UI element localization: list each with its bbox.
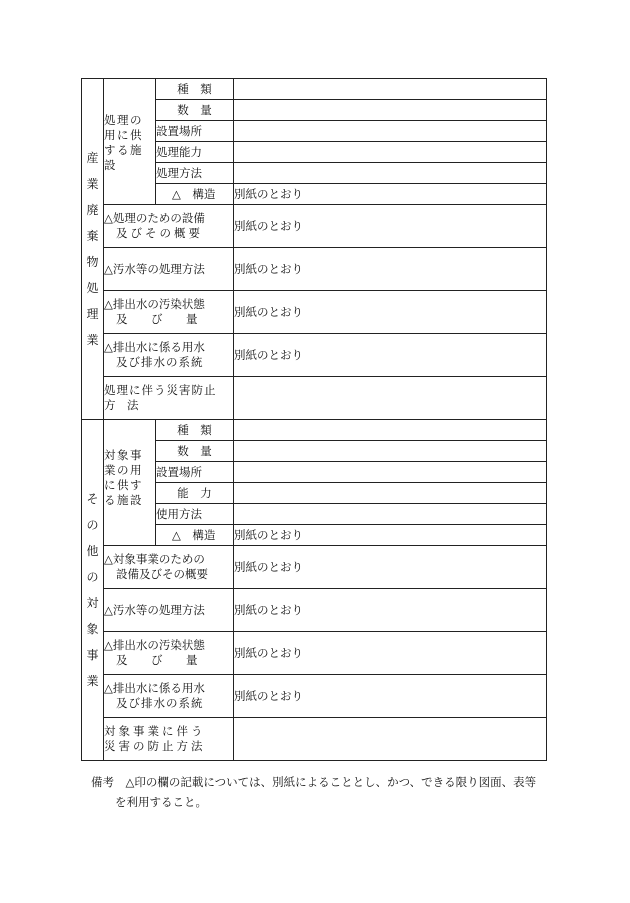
other-type-label: 種 類 [156,420,234,441]
other-sewage-method-label: △汚水等の処理方法 [104,589,234,632]
category-other-business: その他の対象事業 [82,420,104,761]
waste-type-label: 種 類 [156,79,234,100]
waste-capacity-value[interactable] [234,142,547,163]
other-usage-label: 使用方法 [156,504,234,525]
waste-sewage-method-label: △汚水等の処理方法 [104,248,234,291]
other-equipment-label: △対象事業のための 設備及びその概要 [104,546,234,589]
other-water-system-label: △排出水に係る用水 及び排水の系統 [104,675,234,718]
waste-method-value[interactable] [234,163,547,184]
waste-equipment-label: △処理のための設備 及びその概要 [104,205,234,248]
category-waste-processing: 産業廃棄物処理業 [82,79,104,420]
other-type-value[interactable] [234,420,547,441]
other-facility-label: 対象事業の用に供する施設 [104,420,156,546]
waste-type-value[interactable] [234,79,547,100]
waste-location-label: 設置場所 [156,121,234,142]
application-form-table [81,78,547,761]
waste-water-system-value: 別紙のとおり [234,334,547,377]
waste-facility-label: 処理の用に供する施設 [104,79,156,205]
other-structure-value: 別紙のとおり [234,525,547,546]
other-effluent-state-value: 別紙のとおり [234,632,547,675]
waste-quantity-value[interactable] [234,100,547,121]
other-equipment-value: 別紙のとおり [234,546,547,589]
waste-effluent-state-label: △排出水の汚染状態 及 び 量 [104,291,234,334]
waste-capacity-label: 処理能力 [156,142,234,163]
waste-sewage-method-value: 別紙のとおり [234,248,547,291]
other-location-label: 設置場所 [156,462,234,483]
waste-equipment-value: 別紙のとおり [234,205,547,248]
other-structure-label: △ 構造 [156,525,234,546]
other-capacity-label: 能 力 [156,483,234,504]
remarks-line-2: を利用すること。 [115,795,207,809]
waste-disaster-prevention-value[interactable] [234,377,547,420]
other-capacity-value[interactable] [234,483,547,504]
waste-quantity-label: 数 量 [156,100,234,121]
other-sewage-method-value: 別紙のとおり [234,589,547,632]
waste-structure-label: △ 構造 [156,184,234,205]
other-disaster-prevention-value[interactable] [234,718,547,761]
waste-location-value[interactable] [234,121,547,142]
other-usage-value[interactable] [234,504,547,525]
waste-disaster-prevention-label: 処理に伴う災害防止 方 法 [104,377,234,420]
other-location-value[interactable] [234,462,547,483]
other-quantity-label: 数 量 [156,441,234,462]
waste-water-system-label: △排出水に係る用水 及び排水の系統 [104,334,234,377]
remarks-note [91,772,561,812]
other-effluent-state-label: △排出水の汚染状態 及 び 量 [104,632,234,675]
waste-structure-value: 別紙のとおり [234,184,547,205]
waste-effluent-state-value: 別紙のとおり [234,291,547,334]
other-quantity-value[interactable] [234,441,547,462]
remarks-line-1: 備考 △印の欄の記載については、別紙によることとし、かつ、できる限り図面、表等 [91,775,537,789]
other-disaster-prevention-label: 対象事業に伴う 災害の防止方法 [104,718,234,761]
other-water-system-value: 別紙のとおり [234,675,547,718]
waste-method-label: 処理方法 [156,163,234,184]
